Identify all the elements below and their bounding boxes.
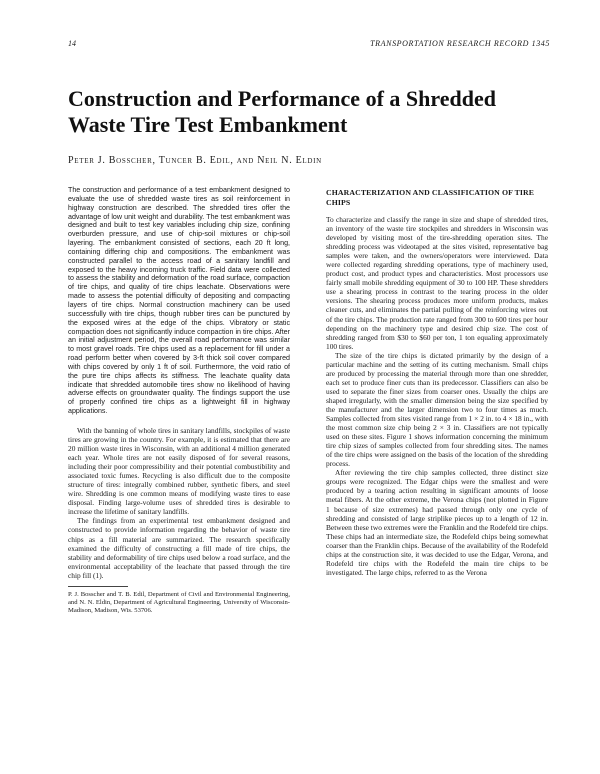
section-paragraph-1: To characterize and classify the range in size and shape of shredded tires, an inventory of the waste tire stockpiles and shredders in Wisconsin was developed by visiting most of the tire-shredding operation sites. The shredding process was videotaped at the sites visited, representative bag samples were taken, and the owners/operators were interviewed. Data were collected regarding shredding operations, type of machinery used, product cost, and product types and characteristics. Most processors use fairly small mobile shredding equipment of 30 to 100 HP. These shredders use a shearing process in contrast to the tearing process in the older versions. The shearing process produces more uniform products, makes cleaner cuts, and eliminates the partial pulling of the reinforcing wires out of the tire chips. The production rate ranged from 300 to 600 tires per hour depending on the machinery type and desired chip size. The cost of shredding ranged from $30 to $60 per ton, 1 ton equaling approximately 100 tires. — [326, 215, 548, 351]
section-heading: CHARACTERIZATION AND CLASSIFICATION OF TIRE CHIPS — [326, 188, 535, 207]
section-paragraph-2: The size of the tire chips is dictated primarily by the design of a particular machine and the setting of its cutting mechanism. Small chips are produced by processing the material through more than one shredder, each set to produce finer cuts than its predecessor. Classifiers can also be used to separate the finer sizes from coarser ones. Usually the chips are shaped irregularly, with the smaller dimension being the size specified by the manufacturer and the larger dimension two to four times as much. Samples collected from sites visited range from 1 × 2 in. to 4 × 18 in., with the most common size chip being 2 × 3 in. Classifiers are not typically used on these sites. Figure 1 shows information concerning the minimum tire chip sizes of samples collected from four shredding sites. The names of the tire chips were assigned on the basis of the location of the shredding process. — [326, 350, 549, 469]
author-affiliation-footnote: P. J. Bosscher and T. B. Edil, Department of Civil and Environmental Engineering, and N. N. Eldin, Department of Agricultural Engineering, University of Wisconsin-Madison, Madison, Wis. 53706. — [68, 590, 290, 614]
right-column — [326, 186, 548, 577]
left-column — [68, 186, 290, 615]
intro-paragraph-2: The findings from an experimental test embankment designed and constructed to provide information regarding the behavior of waste tire chips as a fill material are summarized. The research specifically examined the difficulty of constructing a fill made of tire chips, the stability and deformability of tire chips used below a road surface, and the environmental acceptability of the leachate that passed through the tire chip fill (1). — [68, 516, 290, 580]
abstract: The construction and performance of a test embankment designed to evaluate the use of shredded waste tires as soil reinforcement in highway construction are described. The shredded tires offer the advantage of low unit weight and durability. The test embankment was designed and built to test key variables including chip size, confining overburden pressure, and use of chip-soil mixtures or chip-soil layering. The embankment consisted of sections, each 20 ft long, containing differing chip and compositions. The embankment was constructed parallel to the access road of a sanitary landfill and exposed to the heavy incoming truck traffic. Field data were collected to assess the stability and deformation of the road surface, compaction of tire chips, and quality of tire chips leachate. Observations were made to assess the potential difficulty of depositing and compacting layers of tire chips. Normal construction machinery can be used successfully with tire chips, though rubber tires can be punctured by the exposed wires at the edge of the chips. Vibratory or static compaction does not significantly induce compaction in tire chips. After an initial adjustment period, the overall road performance was similar to most gravel roads. Tire chips used as a replacement for fill under a road perform better when covered by 3-ft thick soil cover compared with chips covered by only 1 ft of soil. Furthermore, the void ratio of the pure tire chips affects its stiffness. The leachate quality data indicate that shredded automobile tires show no likelihood of having adverse effects on groundwater quality. The findings support the use of properly confined tire chips as a lightweight fill in highway applications. — [68, 186, 290, 416]
journal-name: TRANSPORTATION RESEARCH RECORD 1345 — [370, 39, 550, 48]
page-number: 14 — [68, 39, 76, 48]
section-paragraph-3: After reviewing the tire chip samples collected, three distinct size groups were recognized. The Edgar chips were the smallest and were produced by a tearing action resulting in significant amounts of loose metal fibers. At the other extreme, the Verona chips (not plotted in Figure 1 because of size extremes) had passed through only one cycle of shredding and consisted of large striplike pieces up to a length of 12 in. Between these two extremes were the Franklin and the Rodefeld tire chips. These chips had an intermediate size, the Rodefeld chips being somewhat coarser than the Franklin chips. Because of the availability of the Rodefeld chips at the construction site, it was decided to use the Edgar, Verona, and Rodefeld tire chips with the Rodefeld the main tire chips to be investigated. The large chips, referred to as the Verona — [326, 468, 548, 577]
footnote-rule — [68, 586, 128, 587]
article-title: Construction and Performance of a Shredded Waste Tire Test Embankment — [68, 86, 496, 137]
intro-paragraph-1: With the banning of whole tires in sanitary landfills, stockpiles of waste tires are growing in the country. For example, it is estimated that there are 20 million waste tires in Wisconsin, with an additional 4 million generated each year. Whole tires are not easily disposed of for several reasons, including their poor compressibility and their potential combustibility and associated toxic fumes. Recycling is also difficult due to the composite structure of tires: integrally combined rubber, synthetic fibers, and steel wire. Shredding is one common means of modifying waste tires to ease disposal. Finding large-volume uses of shredded tires is desirable to increase the lifetime of sanitary landfills. — [68, 425, 290, 517]
author-line: Peter J. Bosscher, Tuncer B. Edil, and Neil N. Eldin — [68, 155, 322, 166]
